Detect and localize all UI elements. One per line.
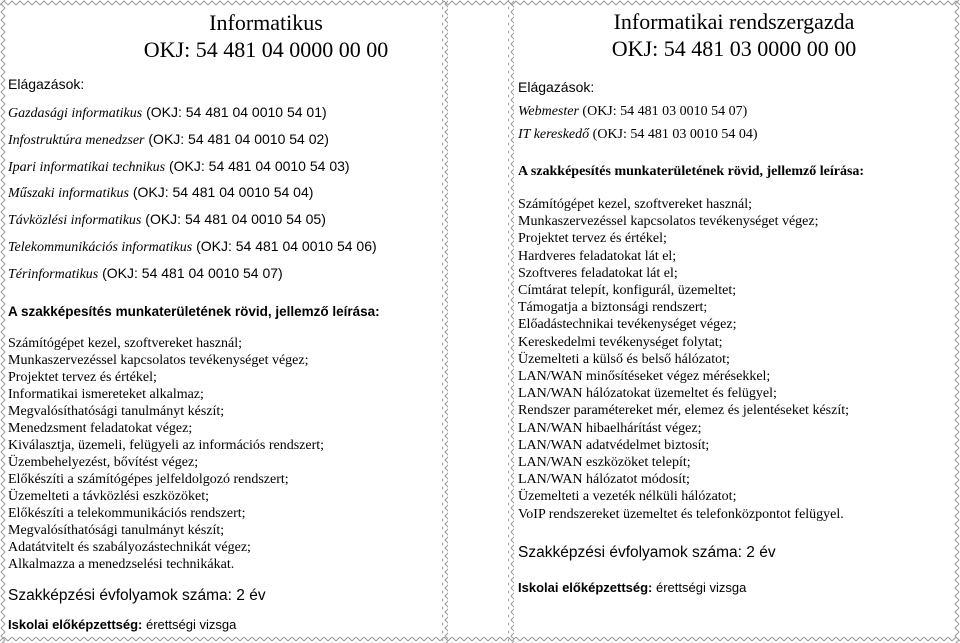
description-heading: A szakképesítés munkaterületének rövid, jellemző leírása: [518,164,865,179]
duty-item: Adatátvitelt és szabályozástechnikát végez; [8,539,251,555]
branch-code: (OKJ: 54 481 04 0010 54 01) [142,104,327,120]
branch-item [8,234,440,261]
duty-item: Üzemelteti a külső és belső hálózatot; [518,351,730,367]
branch-list [518,100,950,146]
branch-name: Műszaki informatikus [8,186,129,202]
education-requirement [8,617,440,632]
duty-item: Megvalósíthatósági tanulmányt készít; [8,403,225,419]
duty-item: Üzemelteti a vezeték nélküli hálózatot; [518,489,737,505]
duty-item: LAN/WAN hálózatot módosít; [518,472,690,488]
branch-name: Gazdasági informatikus [8,106,143,121]
branch-code: (OKJ: 54 481 04 0010 54 02) [144,130,329,147]
training-years: Szakképzési évfolyamok száma: 2 év [518,543,776,561]
duty-item: Előadástechnikai tevékenységet végez; [518,317,737,333]
title-line-2: OKJ: 54 481 04 0000 00 00 [143,37,389,62]
branch-code: (OKJ: 54 481 04 0010 54 04) [128,184,314,201]
duty-item: Munkaszervezéssel kapcsolatos tevékenységet végez; [518,214,819,230]
duty-item: Címtárat telepít, konfigurál, üzemeltet; [518,283,737,299]
branch-list [8,100,440,288]
education-value: érettségi vizsga [142,616,237,632]
branch-name: Távközlési informatikus [8,213,142,229]
duty-item: LAN/WAN eszközöket telepít; [518,455,691,471]
branch-code: (OKJ: 54 481 04 0010 54 05) [141,211,326,228]
duty-item: Üzembehelyezést, bővítést végez; [8,454,199,470]
branch-name: Térinformatikus [8,266,99,282]
branch-item [8,207,440,234]
training-years: Szakképzési évfolyamok száma: 2 év [8,586,266,604]
branch-name: Webmester [518,104,579,119]
duty-item: Rendszer paramétereket mér, elemez és jelentéseket készít; [518,403,849,419]
duty-item: LAN/WAN hibaelhárítást végez; [518,420,702,436]
title-line-1: Informatikai rendszergazda [613,9,855,34]
education-value: érettségi vizsga [652,579,747,595]
duties-list [8,335,440,573]
duty-item: Számítógépet kezel, szoftvereket használ; [518,197,753,212]
branch-item [8,154,440,181]
title-line-2: OKJ: 54 481 03 0000 00 00 [611,36,857,61]
branch-code: (OKJ: 54 481 03 0010 54 07) [578,104,748,119]
branch-item [8,180,440,207]
branch-name: Telekommunikációs informatikus [8,239,193,255]
duty-item: LAN/WAN minősítéseket végez mérésekkel; [518,369,771,385]
duty-item: Előkészíti a telekommunikációs rendszert; [8,505,246,521]
education-requirement [518,580,950,595]
branch-name: Infostruktúra menedzser [8,132,145,148]
branches-label: Elágazások: [8,76,85,92]
duty-item: Munkaszervezéssel kapcsolatos tevékenységet végez; [8,352,309,368]
duty-item: Informatikai ismereteket alkalmaz; [8,386,204,402]
panel-title [518,8,950,62]
rendszergazda-panel [518,6,950,634]
branch-item [518,100,950,123]
branch-code: (OKJ: 54 481 04 0010 54 06) [192,237,377,254]
duties-list [518,196,950,523]
informatikus-panel [8,6,440,634]
branch-name: Ipari informatikai technikus [8,159,166,175]
branches-label: Elágazások: [518,79,595,95]
duty-item: LAN/WAN hálózatokat üzemeltet és felügyel; [518,386,777,402]
branch-item [8,127,440,154]
duty-item: Előkészíti a számítógépes jelfeldolgozó rendszert; [8,471,289,487]
branch-code: (OKJ: 54 481 04 0010 54 03) [165,157,350,174]
duty-item: Hardveres feladatokat lát el; [518,248,677,264]
education-label: Iskolai előképzettség: [518,579,653,595]
duty-item: Szoftveres feladatokat lát el; [518,265,678,281]
branch-code: (OKJ: 54 481 03 0010 54 04) [589,127,758,142]
branch-item [518,123,950,146]
branch-item [8,261,440,288]
duty-item: Projektet tervez és értékel; [518,231,667,247]
duty-item: Támogatja a biztonsági rendszert; [518,300,708,316]
panel-title [8,9,440,63]
duty-item: LAN/WAN adatvédelmet biztosít; [518,437,710,453]
education-label: Iskolai előképzettség: [8,616,143,632]
duty-item: Kereskedelmi tevékenységet folytat; [518,334,723,350]
duty-item: VoIP rendszereket üzemeltet és telefonközpontot felügyel. [518,506,844,522]
branch-name: IT kereskedő [518,127,590,142]
duty-item: Menedzsment feladatokat végez; [8,420,193,436]
duty-item: Megvalósíthatósági tanulmányt készít; [8,522,225,538]
duty-item: Üzemelteti a távközlési eszközöket; [8,488,209,504]
title-line-1: Informatikus [209,10,323,35]
duty-item: Számítógépet kezel, szoftvereket használ; [8,335,243,351]
description-heading: A szakképesítés munkaterületének rövid, jellemző leírása: [8,303,380,319]
duty-item: Kiválasztja, üzemeli, felügyeli az információs rendszert; [8,437,325,453]
duty-item: Alkalmazza a menedzselési technikákat. [8,556,235,572]
branch-code: (OKJ: 54 481 04 0010 54 07) [98,264,283,281]
duty-item: Projektet tervez és értékel; [8,369,157,385]
branch-item [8,100,440,127]
